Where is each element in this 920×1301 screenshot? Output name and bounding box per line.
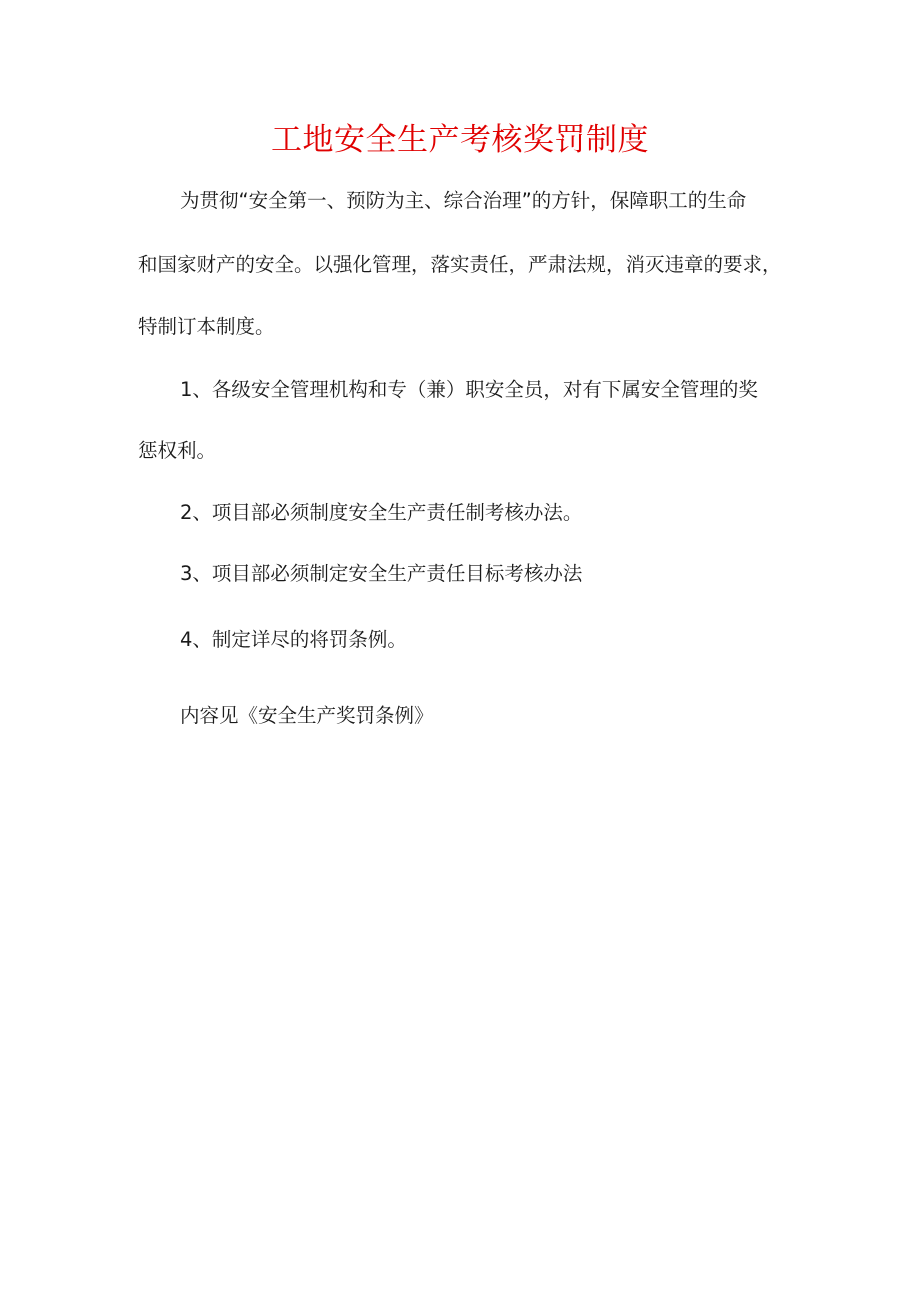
item-4: 4、制定详尽的将罚条例。 bbox=[180, 628, 407, 651]
intro-line-3: 特制订本制度。 bbox=[138, 315, 275, 338]
document-title: 工地安全生产考核奖罚制度 bbox=[271, 122, 649, 158]
footer-note: 内容见《安全生产奖罚条例》 bbox=[180, 704, 434, 727]
item-3: 3、项目部必须制定安全生产责任目标考核办法 bbox=[180, 562, 583, 585]
intro-line-2: 和国家财产的安全。以强化管理，落实责任，严肃法规，消灭违章的要求， bbox=[138, 253, 782, 276]
item-1-line-2: 惩权利。 bbox=[138, 439, 217, 462]
item-1-line-1: 1、各级安全管理机构和专（兼）职安全员，对有下属安全管理的奖 bbox=[180, 378, 758, 401]
item-2: 2、项目部必须制度安全生产责任制考核办法。 bbox=[180, 501, 583, 524]
intro-line-1: 为贯彻“安全第一、预防为主、综合治理”的方针，保障职工的生命 bbox=[180, 189, 747, 212]
